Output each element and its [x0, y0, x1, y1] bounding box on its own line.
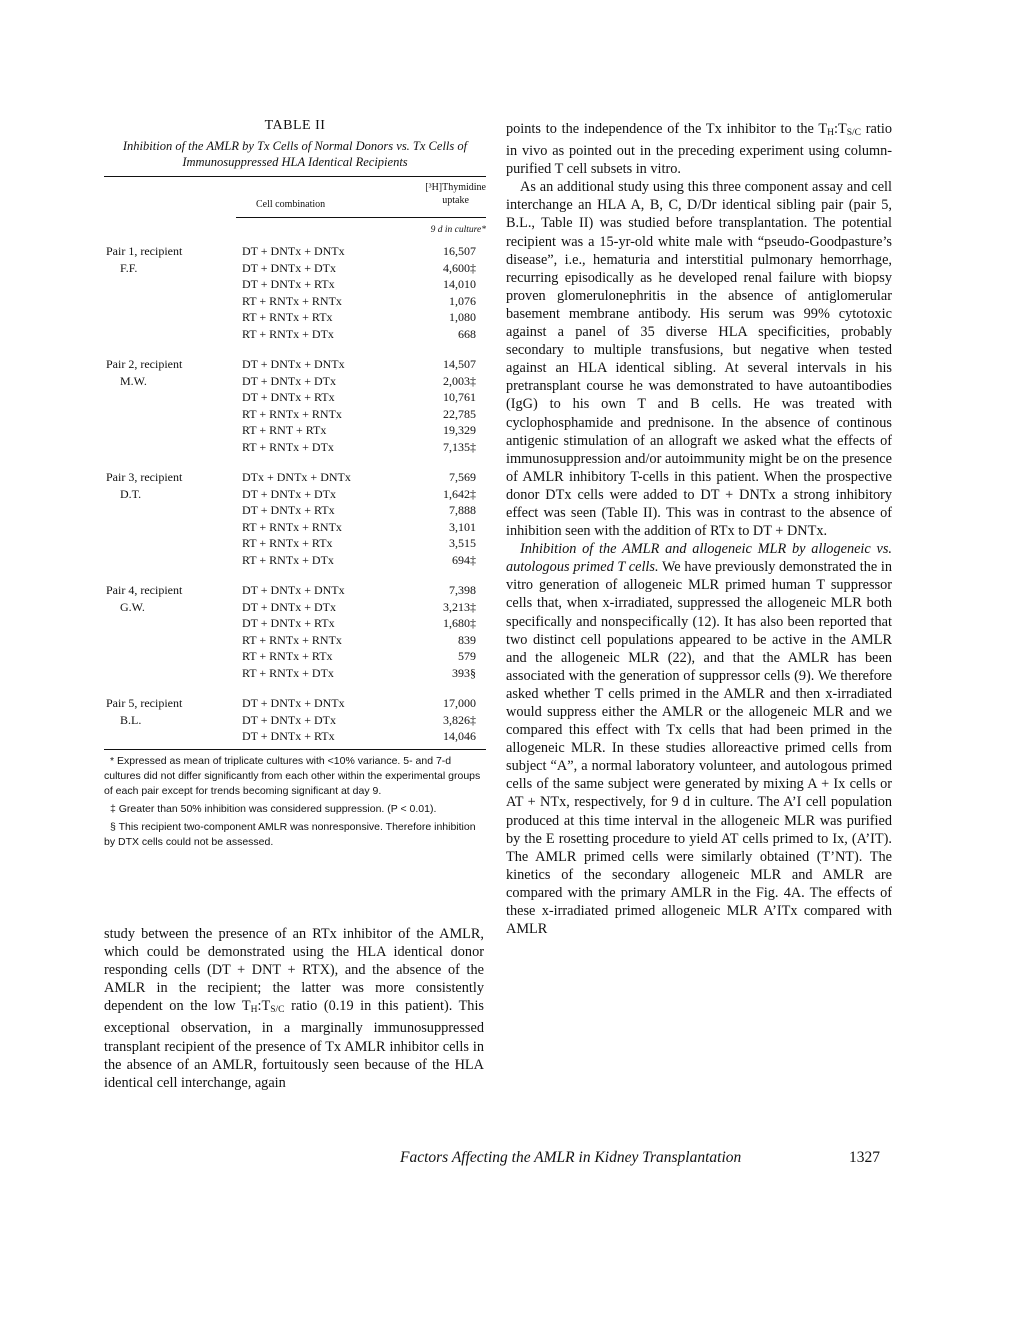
cell-combination: DT + DNTx + DNTx — [242, 244, 345, 258]
cell-combination: DT + DNTx + RTx — [242, 390, 335, 404]
uptake-value: 3,101 — [449, 519, 476, 534]
uptake-value: 14,010 — [443, 277, 476, 291]
recipient-initials: D.T. — [120, 486, 142, 501]
footnote-double-dagger: ‡ Greater than 50% inhibition was considered suppression. (P < 0.01). — [110, 802, 437, 815]
table-title: Inhibition of the AMLR by Tx Cells of Normal Donors vs. Tx Cells of Immunosuppressed HLA Identical Recipients — [122, 139, 468, 169]
uptake-value: 2,003‡ — [443, 373, 476, 388]
table-column-headers — [104, 177, 486, 217]
cell-combination: RT + RNTx + RTx — [242, 310, 333, 324]
table-row — [104, 582, 486, 599]
cell-combination: DT + DNTx + DTx — [242, 260, 336, 275]
table-row — [104, 599, 486, 616]
cell-combination: RT + RNTx + DTx — [242, 665, 334, 680]
table-row — [104, 695, 486, 712]
table-row — [104, 552, 486, 569]
table-row — [104, 502, 486, 519]
uptake-value: 10,761 — [443, 390, 476, 404]
table-footnotes — [104, 754, 486, 850]
cell-combination: DT + DNTx + DTx — [242, 712, 336, 727]
pair-label: Pair 2, recipient — [106, 357, 183, 371]
recipient-initials: B.L. — [120, 712, 142, 727]
uptake-value: 22,785 — [443, 406, 476, 421]
uptake-value: 14,507 — [443, 357, 476, 371]
cell-combination: RT + RNTx + RNTx — [242, 406, 342, 421]
uptake-value: 7,888 — [449, 503, 476, 517]
table-row — [104, 309, 486, 326]
table-row — [104, 356, 486, 373]
table-row — [104, 422, 486, 439]
cell-combination: DT + DNTx + DNTx — [242, 357, 345, 371]
cell-combination: DT + DNTx + RTx — [242, 729, 335, 743]
table-row — [104, 486, 486, 503]
cell-combination: RT + RNTx + DTx — [242, 326, 334, 341]
cell-combination: RT + RNTx + DTx — [242, 552, 334, 567]
cell-combination: RT + RNTx + RNTx — [242, 519, 342, 534]
table-row — [104, 535, 486, 552]
uptake-value: 19,329 — [443, 423, 476, 437]
page-footer — [400, 1149, 880, 1167]
table-row — [104, 615, 486, 632]
table-group-pair-2 — [104, 356, 486, 455]
paragraph: points to the independence of the Tx inhibitor to the $T_H:T_{S/C}$ ratio in vivo as pointed out in the preceding experiment using column-purified T cell subsets in vitro. — [506, 121, 892, 178]
table-row — [104, 648, 486, 665]
pair-label: Pair 1, recipient — [106, 244, 183, 258]
uptake-value: 1,076 — [449, 293, 476, 308]
table-unit-row: 9 d in culture* — [430, 225, 486, 235]
page-number: 1327 — [849, 1149, 880, 1166]
cell-combination: RT + RNTx + RTx — [242, 536, 333, 550]
uptake-value: 14,046 — [443, 729, 476, 743]
table-row — [104, 665, 486, 682]
cell-combination: DT + DNTx + DNTx — [242, 583, 345, 597]
table-row — [104, 260, 486, 277]
uptake-value: 668 — [458, 326, 476, 341]
table-row — [104, 439, 486, 456]
cell-combination: DT + DNTx + RTx — [242, 277, 335, 291]
section-heading: Inhibition of the AMLR and allogeneic MLR by allogeneic vs. autologous primed T cells. — [506, 541, 892, 576]
table-group-pair-5 — [104, 695, 486, 745]
table-group-pair-3 — [104, 469, 486, 568]
cell-combination: RT + RNTx + DTx — [242, 439, 334, 454]
uptake-value: 4,600‡ — [443, 260, 476, 275]
running-head: Factors Affecting the AMLR in Kidney Transplantation — [400, 1149, 742, 1166]
cell-combination: RT + RNTx + RNTx — [242, 293, 342, 308]
uptake-value: 393§ — [452, 665, 476, 680]
table-row — [104, 326, 486, 343]
uptake-value: 694‡ — [452, 552, 476, 567]
cell-combination: DT + DNTx + RTx — [242, 616, 335, 630]
right-column-text — [506, 120, 892, 938]
table-row — [104, 373, 486, 390]
uptake-value: 16,507 — [443, 244, 476, 258]
table-row — [104, 712, 486, 729]
cell-combination: RT + RNTx + RTx — [242, 649, 333, 663]
uptake-value: 3,826‡ — [443, 712, 476, 727]
table-row — [104, 389, 486, 406]
cell-combination: DT + DNTx + DNTx — [242, 696, 345, 710]
table-row — [104, 293, 486, 310]
table-ii — [104, 118, 486, 853]
paragraph: As an additional study using this three component assay and cell interchange an HLA A, B, C, D/Dr identical sibling pair (pair 5, B.L., Table II) was studied before transplantation. The potential recipient was a 15-yr-old white male with “pseudo-Goodpasture’s disease”, i.e., hematuria and interstitial pulmonary hemorrhage, recurring episodically as he developed renal failure with biopsy proven glomerulonephritis in the absence of antiglomerular basement membrane antibody. His serum was 99% cytotoxic against a panel of 35 diverse HLA specificities, probably secondary to multiple transfusions, but negative when tested against an HLA identical sibling. At several intervals in his pretransplant course he was demonstrated to have autoantibodies (IgG) to his own T and B cells. He was treated with cyclophosphamide and prednisone. In the absence of continous antigenic stimulation of an allograft we asked what the effects of immunosuppression and/or autoimmunity might be on the presence of AMLR inhibitory T-cells in this patient. When the prospective donor DTx cells were added to DT + DNTx a strong inhibitory effect was seen (Table II). This was in contrast to the absence of inhibition seen with the addition of RTx to DT + DNTx. — [506, 179, 892, 540]
cell-combination: DT + DNTx + DTx — [242, 599, 336, 614]
uptake-value: 17,000 — [443, 696, 476, 710]
table-label: TABLE II — [264, 118, 326, 133]
table-row — [104, 469, 486, 486]
col-header-cell-combination: Cell combination — [256, 199, 326, 210]
pair-label: Pair 5, recipient — [106, 696, 183, 710]
table-row — [104, 406, 486, 423]
uptake-value: 7,398 — [449, 583, 476, 597]
paragraph: Inhibition of the AMLR and allogeneic MLR by allogeneic vs. autologous primed T cells. We have previously demonstrated the in vitro generation of allogeneic MLR primed human T suppressor cells that, when x-irradiated, suppressed the allogeneic MLR both specifically and nonspecifically (12). It has also been reported that two distinct cell populations appeared to be active in the AMLR and the allogeneic MLR (22), and that the AMLR has been associated with the generation of suppressor cells (9). We therefore asked whether T cells primed in the AMLR and then x-irradiated would suppress either the AMLR or the allogeneic MLR and we compared this effect with Tx cells that had been primed in the allogeneic MLR. In these studies alloreactive primed cells from subject “A”, a normal laboratory volunteer, and autologous primed cells of the same subject were generated by mixing A + Ix cells or AT + NTx, respectively, for 9 d in culture. The A’I cell population produced at this time interval in the allogeneic MLR was purified by the E rosetting procedure to yield AT cells primed to Ix, (A’IT). The AMLR primed cells were similarly obtained (T’NT). The kinetics of the secondary allogeneic MLR and AMLR are compared with the primary AMLR in the Fig. 4A. The effects of these x-irradiated primed allogeneic MLR A’ITx compared with AMLR — [506, 541, 892, 938]
col-header-thymidine-uptake: [³H]Thymidine uptake — [425, 182, 486, 206]
footnote-section: § This recipient two-component AMLR was nonresponsive. Therefore inhibition by DTX cells could not be assessed. — [104, 820, 476, 848]
recipient-initials: G.W. — [120, 599, 145, 614]
table-row — [104, 243, 486, 260]
uptake-value: 3,213‡ — [443, 599, 476, 614]
table-group-pair-4 — [104, 582, 486, 681]
paragraph: study between the presence of an RTx inhibitor of the AMLR, which could be demonstrated using the HLA identical donor responding cells (DT + DNT + RTX), and the absence of the AMLR in the recipient; the latter was more consistently dependent on the low $T_H:T_{S/C}$ ratio (0.19 in this patient). This exceptional observation, in a marginally immunosuppressed transplant recipient of the presence of Tx AMLR inhibitor cells in the absence of an AMLR, fortuitously seen because of the HLA identical cell interchange, again — [104, 926, 484, 1091]
uptake-value: 3,515 — [449, 536, 476, 550]
uptake-value: 1,642‡ — [443, 486, 476, 501]
left-column-text — [104, 925, 484, 1092]
cell-combination: RT + RNTx + RNTx — [242, 632, 342, 647]
footnote-asterisk: * Expressed as mean of triplicate cultures with <10% variance. 5- and 7-d cultures did not differ significantly from each other within the experimental groups of each pair except for trends becoming significant at day 9. — [104, 754, 481, 797]
cell-combination: DT + DNTx + DTx — [242, 486, 336, 501]
uptake-value: 839 — [458, 632, 476, 647]
uptake-value: 579 — [458, 649, 476, 663]
table-group-pair-1 — [104, 243, 486, 342]
pair-label: Pair 4, recipient — [106, 583, 183, 597]
uptake-value: 7,135‡ — [443, 439, 476, 454]
cell-combination: DT + DNTx + RTx — [242, 503, 335, 517]
cell-combination: RT + RNT + RTx — [242, 423, 327, 437]
table-header-rule — [236, 217, 486, 218]
table-row — [104, 632, 486, 649]
uptake-value: 7,569 — [449, 470, 476, 484]
uptake-value: 1,680‡ — [443, 616, 476, 630]
cell-combination: DT + DNTx + DTx — [242, 373, 336, 388]
uptake-value: 1,080 — [449, 310, 476, 324]
pair-label: Pair 3, recipient — [106, 470, 183, 484]
cell-combination: DTx + DNTx + DNTx — [242, 470, 351, 484]
table-row — [104, 519, 486, 536]
recipient-initials: F.F. — [120, 260, 138, 275]
table-row — [104, 728, 486, 745]
table-row — [104, 276, 486, 293]
recipient-initials: M.W. — [120, 373, 147, 388]
table-bottom-rule — [104, 749, 486, 750]
